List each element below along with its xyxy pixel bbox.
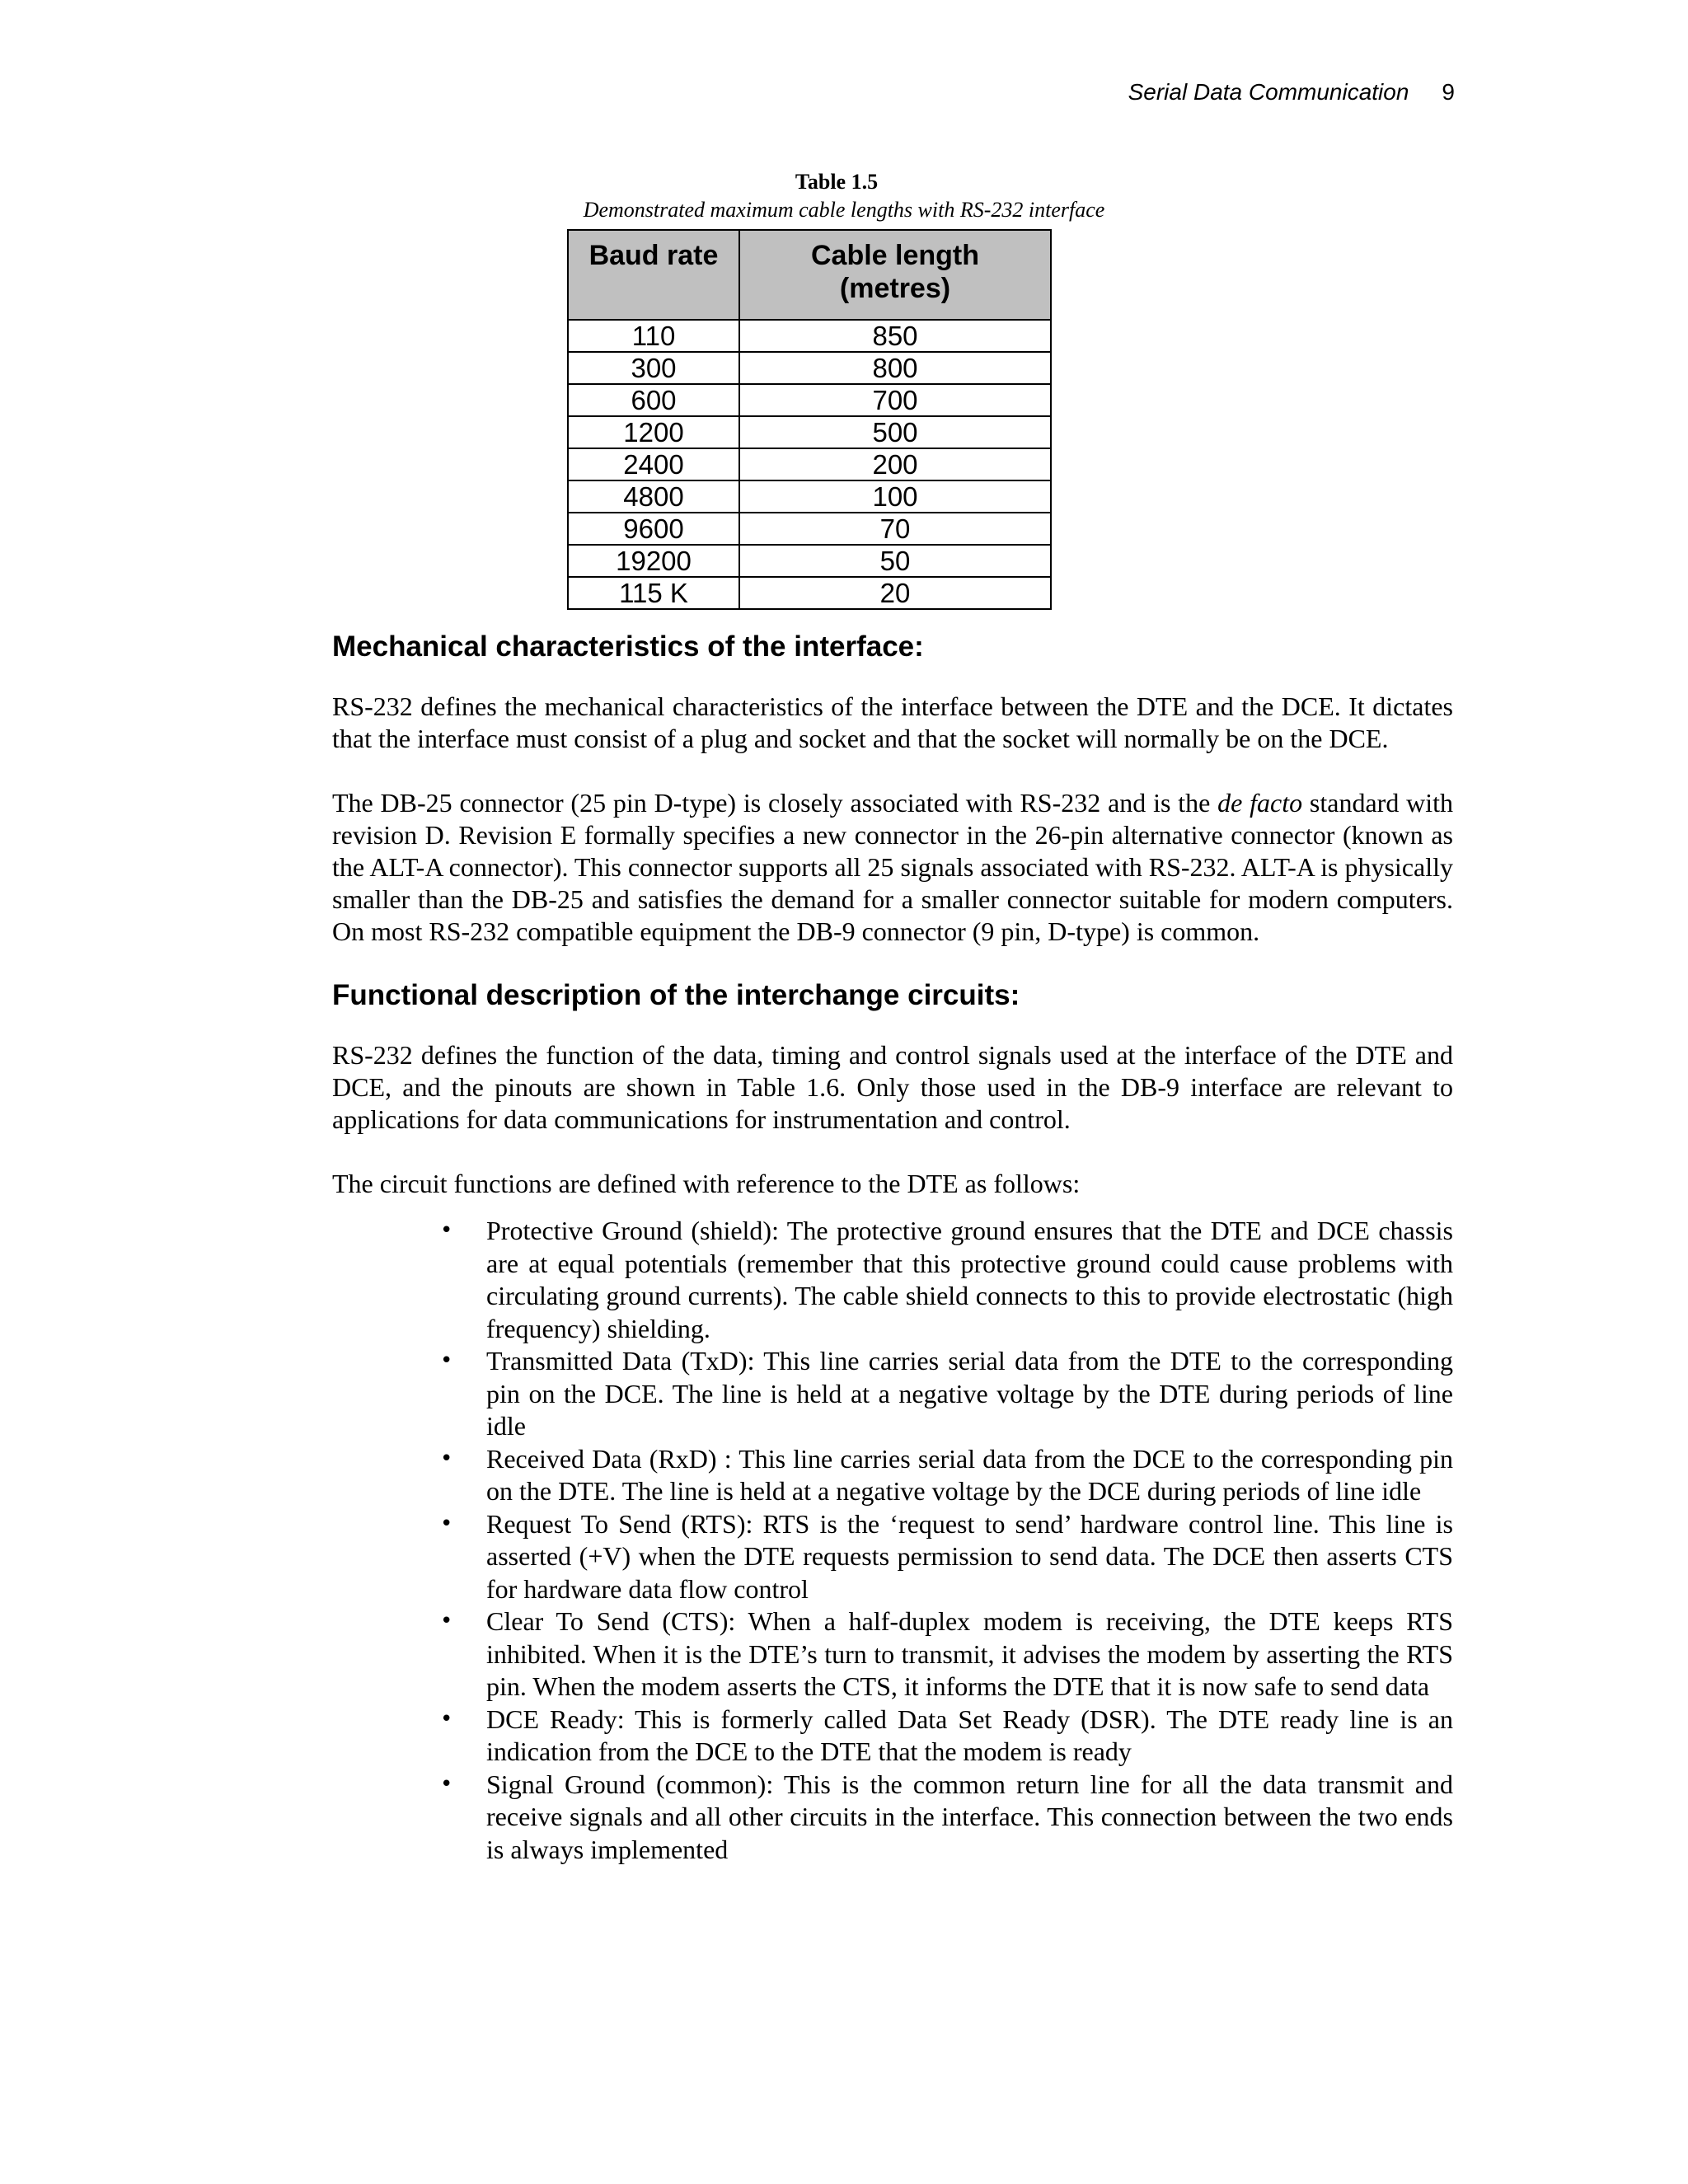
table-row [568,416,1051,448]
paragraph-text: The DB-25 connector (25 pin D-type) is closely associated with RS-232 and is the [332,788,1218,818]
list-item-text: Signal Ground (common): This is the common return line for all the data transmit and receive signals and all other circuits in the interface. This connection between the two ends is always implemented [486,1769,1453,1864]
bullet-icon: • [440,1446,453,1471]
italic-term: de facto [1217,788,1303,818]
cell-cable-length: 100 [739,480,1051,513]
list-item-text: Clear To Send (CTS): When a half-duplex modem is receiving, the DTE keeps RTS inhibited. When it is the DTE’s turn to transmit, it advises the modem by asserting the RTS pin. When the modem asserts the CTS, it informs the DTE that it is now safe to send data [486,1606,1453,1701]
running-title: Serial Data Communication [1128,79,1409,105]
cell-baud-rate: 1200 [568,416,739,448]
cell-baud-rate: 2400 [568,448,739,480]
table-description: Demonstrated maximum cable lengths with RS-232 interface [583,198,1105,222]
table-row [568,480,1051,513]
table-number: Table 1.5 [795,170,879,194]
body-content [332,626,1453,1866]
paragraph-text: standard with revision D. Revision E formally specifies a new connector in the 26-pin alternative connector (known as the ALT-A connector). This connector supports all 25 signals associated with RS-232. ALT-A is physically smaller than the DB-25 and satisfies the demand for a smaller connector suitable for modern computers. On most RS-232 compatible equipment the DB-9 connector (9 pin, D-type) is common. [332,788,1454,946]
paragraph-mechanical-1: RS-232 defines the mechanical characteristics of the interface between the DTE and the DCE. It dictates that the interface must consist of a plug and socket and that the socket will normally be on the DCE. [332,691,1453,753]
bullet-icon: • [440,1609,453,1633]
paragraph-functional-2: The circuit functions are defined with reference to the DTE as follows: [332,1169,1081,1198]
bullet-icon: • [440,1218,453,1243]
table-row [568,513,1051,545]
list-item [440,1769,1453,1867]
section-heading-mechanical: Mechanical characteristics of the interface: [332,630,924,663]
list-item-text: Protective Ground (shield): The protective ground ensures that the DTE and DCE chassis are at equal potentials (remember that this protective ground could cause problems with circulating ground currents). The cable shield connects to this to provide electrostatic (high frequency) shielding. [486,1216,1453,1343]
cell-cable-length: 50 [739,545,1051,577]
cell-cable-length: 850 [739,320,1051,352]
column-header-cable-length: Cable length (metres) [739,230,1051,320]
cable-length-table [567,229,1052,610]
cell-cable-length: 200 [739,448,1051,480]
paragraph-mechanical-2 [332,787,1453,948]
list-item [440,1345,1453,1443]
cell-cable-length: 700 [739,384,1051,416]
table-row [568,384,1051,416]
cell-baud-rate: 4800 [568,480,739,513]
bullet-icon: • [440,1348,453,1373]
list-item [440,1508,1453,1606]
page-number: 9 [1442,79,1455,105]
table-row [568,545,1051,577]
table-row [568,448,1051,480]
cell-baud-rate: 600 [568,384,739,416]
table-caption [0,168,1688,224]
table-row [568,320,1051,352]
cell-cable-length: 20 [739,577,1051,609]
list-item [440,1605,1453,1704]
bullet-icon: • [440,1706,453,1732]
list-item [440,1215,1453,1345]
table-header-row [568,230,1051,320]
list-item [440,1704,1453,1769]
list-item-text: Transmitted Data (TxD): This line carries serial data from the DTE to the corresponding pin on the DCE. The line is held at a negative voltage by the DTE during periods of line idle [486,1346,1453,1441]
running-header [1128,79,1455,105]
paragraph-functional-1: RS-232 defines the function of the data, timing and control signals used at the interface of the DTE and DCE, and the pinouts are shown in Table 1.6. Only those used in the DB-9 interface are relevant to applications for data communications for instrumentation and control. [332,1040,1453,1134]
list-item-text: Received Data (RxD) : This line carries serial data from the DCE to the corresponding pin on the DTE. The line is held at a negative voltage by the DCE during periods of line idle [486,1443,1453,1506]
cell-baud-rate: 9600 [568,513,739,545]
cell-baud-rate: 300 [568,352,739,384]
cell-cable-length: 500 [739,416,1051,448]
list-item-text: DCE Ready: This is formerly called Data Set Ready (DSR). The DTE ready line is an indication from the DCE to the DTE that the modem is ready [486,1704,1453,1766]
list-item [440,1443,1453,1508]
list-item-text: Request To Send (RTS): RTS is the ‘request to send’ hardware control line. This line is asserted (+V) when the DTE requests permission to send data. The DCE then asserts CTS for hardware data flow control [486,1508,1453,1604]
cell-cable-length: 800 [739,352,1051,384]
bullet-icon: • [440,1771,453,1797]
cell-baud-rate: 110 [568,320,739,352]
cell-baud-rate: 19200 [568,545,739,577]
table-row [568,577,1051,609]
circuit-function-list [332,1215,1453,1866]
table-row [568,352,1051,384]
cell-baud-rate: 115 K [568,577,739,609]
section-heading-functional: Functional description of the interchange circuits: [332,979,1020,1011]
bullet-icon: • [440,1511,453,1536]
cell-cable-length: 70 [739,513,1051,545]
column-header-baud-rate: Baud rate [568,230,739,320]
